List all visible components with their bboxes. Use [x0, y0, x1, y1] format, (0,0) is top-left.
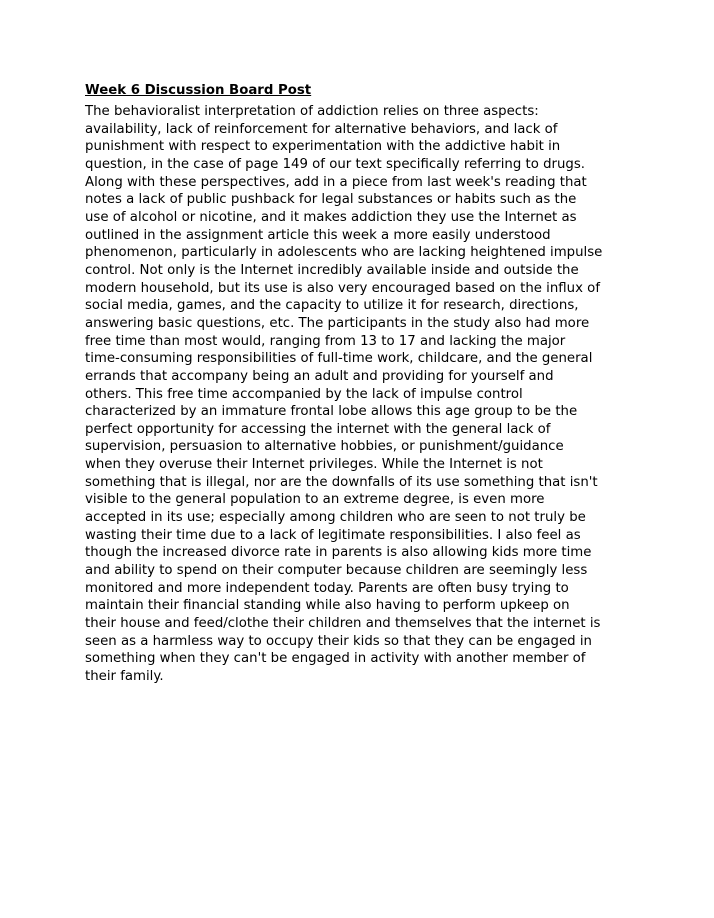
- body-line: their family.: [85, 669, 164, 684]
- body-line: when they overuse their Internet privileges. While the Internet is not: [85, 457, 543, 473]
- body-line: errands that accompany being an adult and providing for yourself and: [85, 368, 554, 384]
- body-line: social media, games, and the capacity to utilize it for research, directions,: [85, 298, 579, 314]
- body-line: something that is illegal, nor are the downfalls of its use something that isn't: [85, 474, 598, 490]
- document-content: [85, 82, 637, 686]
- body-line: seen as a harmless way to occupy their kids so that they can be engaged in: [85, 633, 592, 649]
- body-line: outlined in the assignment article this week a more easily understood: [85, 227, 551, 243]
- body-line: though the increased divorce rate in parents is also allowing kids more time: [85, 545, 592, 561]
- body-line: characterized by an immature frontal lobe allows this age group to be the: [85, 404, 578, 420]
- body-line: others. This free time accompanied by the lack of impulse control: [85, 386, 523, 402]
- body-line: availability, lack of reinforcement for alternative behaviors, and lack of: [85, 121, 558, 137]
- document-body: [85, 103, 637, 686]
- body-line: punishment with respect to experimentation with the addictive habit in: [85, 139, 561, 155]
- body-line: question, in the case of page 149 of our text specifically referring to drugs.: [85, 156, 586, 172]
- body-line: accepted in its use; especially among children who are seen to not truly be: [85, 510, 586, 526]
- body-line: The behavioralist interpretation of addiction relies on three aspects:: [85, 104, 539, 119]
- body-line: control. Not only is the Internet incredibly available inside and outside the: [85, 262, 579, 278]
- body-line: supervision, persuasion to alternative hobbies, or punishment/guidance: [85, 439, 564, 455]
- body-line: monitored and more independent today. Parents are often busy trying to: [85, 580, 569, 596]
- body-line: visible to the general population to an extreme degree, is even more: [85, 492, 545, 508]
- body-line: use of alcohol or nicotine, and it makes addiction they use the Internet as: [85, 209, 577, 225]
- body-line: Along with these perspectives, add in a piece from last week's reading that: [85, 174, 587, 190]
- body-line: time-consuming responsibilities of full-time work, childcare, and the general: [85, 351, 593, 367]
- body-line: answering basic questions, etc. The participants in the study also had more: [85, 315, 590, 331]
- document-title: Week 6 Discussion Board Post: [85, 83, 312, 98]
- body-line: wasting their time due to a lack of legitimate responsibilities. I also feel as: [85, 527, 581, 543]
- body-line: something when they can't be engaged in activity with another member of: [85, 651, 586, 667]
- body-line: notes a lack of public pushback for legal substances or habits such as the: [85, 192, 577, 208]
- body-line: and ability to spend on their computer because children are seemingly less: [85, 563, 588, 579]
- body-line: maintain their financial standing while also having to perform upkeep on: [85, 598, 570, 614]
- body-line: modern household, but its use is also very encouraged based on the influx of: [85, 280, 600, 296]
- body-line: their house and feed/clothe their children and themselves that the internet is: [85, 616, 601, 632]
- body-line: perfect opportunity for accessing the internet with the general lack of: [85, 421, 551, 437]
- body-line: free time than most would, ranging from 13 to 17 and lacking the major: [85, 333, 566, 349]
- body-line: phenomenon, particularly in adolescents who are lacking heightened impulse: [85, 245, 603, 261]
